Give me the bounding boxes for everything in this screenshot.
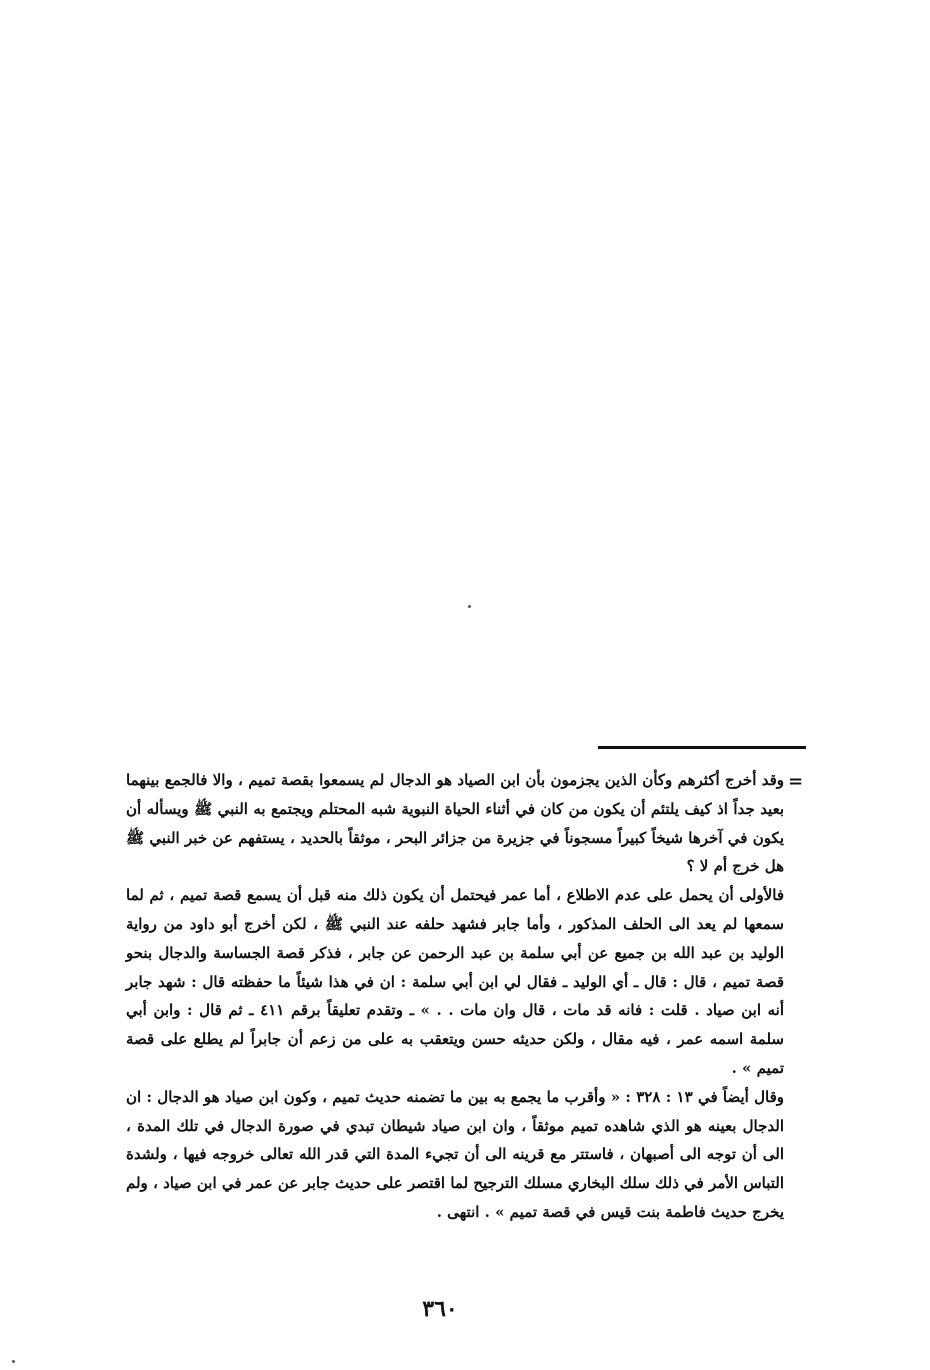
footnote-continuation-mark: = <box>788 771 804 792</box>
scan-speck <box>468 605 471 608</box>
footnote-block <box>126 766 784 1227</box>
page-number: ٣٦٠ <box>422 1296 458 1322</box>
footnote-paragraph: وقد أخرج أكثرهم وكأن الذين يجزمون بأن ابن الصياد هو الدجال لم يسمعوا بقصة تميم ، والا فالجمع بينهما بعيد جداً اذ كيف يلتئم أن يكون من كان في أثناء الحياة النبوية شبه المحتلم ويجتمع به النبي ﷺ ويسأله أن يكون في آخرها شيخاً كبيراً مسجوناً في جزيرة من جزائر البحر ، موثقاً بالحديد ، يستفهم عن خبر النبي ﷺ هل خرج أم لا ؟ <box>126 771 784 876</box>
footnote-separator <box>598 746 806 749</box>
footnote-paragraph: وقال أيضاً في ١٣ : ٣٢٨ : « وأقرب ما يجمع به بين ما تضمنه حديث تميم ، وكون ابن صياد هو الدجال : ان الدجال بعينه هو الذي شاهده تميم موثقاً ، وان ابن صياد شيطان تبدي في صورة الدجال في تلك المدة ، الى أن توجه الى أصبهان ، فاستتر مع قرينه الى أن تجيء المدة التي قدر الله تعالى خروجه فيها ، ولشدة التباس الأمر في ذلك سلك البخاري مسلك الترجيح لما اقتصر على حديث جابر عن عمر في ابن صياد ، ولم يخرج حديث فاطمة بنت قيس في قصة تميم » . انتهى . <box>126 1087 784 1221</box>
scan-speck <box>12 1360 15 1363</box>
footnote-paragraph: فالأولى أن يحمل على عدم الاطلاع ، أما عمر فيحتمل أن يكون ذلك منه قبل أن يسمع قصة تميم ، ثم لما سمعها لم يعد الى الحلف المذكور ، وأما جابر فشهد حلفه عند النبي ﷺ ، لكن أخرج أبو داود من رواية الوليد بن عبد الله بن جميع عن أبي سلمة بن عبد الرحمن عن جابر ، فذكر قصة الجساسة والدجال بنحو قصة تميم ، قال : قال ـ أي الوليد ـ فقال لي ابن أبي سلمة : ان في هذا شيئاً ما حفظته قال : شهد جابر أنه ابن صياد . قلت : فانه قد مات ، قال وان مات . . » ـ وتقدم تعليقاً برقم ٤١١ ـ ثم قال : وابن أبي سلمة اسمه عمر ، فيه مقال ، ولكن حديثه حسن ويتعقب به على من زعم أن جابراً لم يطلع على قصة تميم » . <box>126 886 784 1077</box>
